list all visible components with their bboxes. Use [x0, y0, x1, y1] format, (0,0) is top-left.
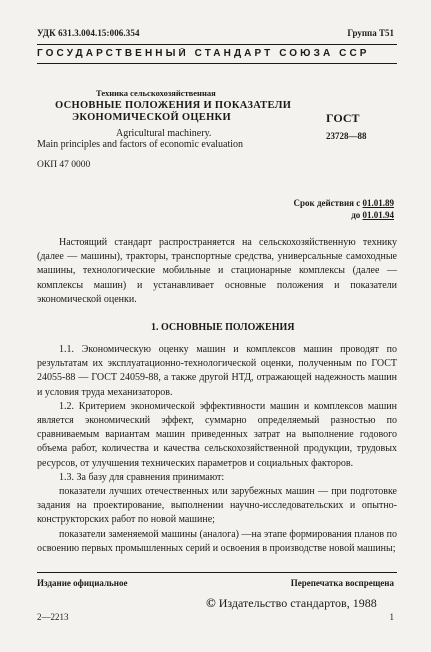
copyright-notice	[206, 595, 377, 611]
copyright-text: Издательство стандартов, 1988	[218, 596, 377, 610]
group-code: Группа Т51	[347, 28, 394, 38]
standard-type-heading: ГОСУДАРСТВЕННЫЙ СТАНДАРТ СОЮЗА ССР	[37, 48, 370, 59]
paragraph-base-analog: показатели заменяемой машины (аналога) —на этапе формирования планов по освоению первых промышленных серий и освоения в производстве новой машины;	[37, 528, 397, 554]
copyright-icon: ©	[206, 595, 216, 610]
gost-number: 23728—88	[326, 131, 367, 141]
section-title: 1. ОСНОВНЫЕ ПОЛОЖЕНИЯ	[151, 322, 295, 333]
udk-code: УДК 631.3.004.15:006.354	[37, 28, 140, 38]
paragraph-1-1: 1.1. Экономическую оценку машин и комплексов машин проводят по результатам их эксплуатационно-технологической оценки, полученным по ГОСТ 24055-88 — ГОСТ 24059-88, а также другой НТД, отражающей надежность машин и условия труда механизаторов.	[37, 344, 397, 398]
english-title-line1: Agricultural machinery.	[116, 128, 212, 139]
page-number: 1	[389, 612, 394, 622]
document-title-line1: ОСНОВНЫЕ ПОЛОЖЕНИЯ И ПОКАЗАТЕЛИ	[55, 100, 292, 111]
organization-subtitle: Техника сельскохозяйственная	[96, 88, 216, 98]
footer-rule	[37, 572, 397, 573]
gost-label: ГОСТ	[326, 111, 360, 125]
validity-end-label: до	[351, 210, 361, 220]
paragraph-1-3: 1.3. За базу для сравнения принимают:	[59, 471, 225, 483]
english-title-line2: Main principles and factors of economic evaluation	[37, 139, 244, 150]
section-body	[37, 343, 397, 556]
okp-code: ОКП 47 0000	[37, 160, 91, 170]
print-code: 2—2213	[37, 612, 69, 622]
top-rule	[37, 44, 397, 45]
paragraph-base-best: показатели лучших отечественных или зарубежных машин — при подготовке задания на проектирование, выполнении научно-исследовательских и опытно-конструкторских работ по новой машине;	[37, 486, 397, 526]
validity-start-label: Срок действия с	[293, 198, 361, 208]
official-edition-label: Издание официальное	[37, 578, 128, 588]
header-rule	[37, 63, 397, 64]
paragraph-1-2: 1.2. Критерием экономической эффективности машин и комплексов машин является экономический эффект, суммарно определяемый разностью по сравниваемым вариантам машин приведенных затрат на выполнение годового объема работ, количества и качества сельскохозяйственной продукции, трудовых ресурсов, от улучшения технических параметров и социальных факторов.	[37, 400, 397, 469]
reprint-prohibited-label: Перепечатка воспрещена	[290, 578, 394, 588]
document-title-line2: ЭКОНОМИЧЕСКОЙ ОЦЕНКИ	[72, 112, 231, 123]
intro-text: Настоящий стандарт распространяется на сельскохозяйственную технику (далее — машины), тракторы, транспортные средства, универсальные самоходные машины, технологические мобильные и стационарные комплексы (далее — комплексы машин) и устанавливает основные положения и показатели экономической оценки.	[37, 237, 397, 305]
validity-start	[294, 198, 395, 208]
validity-start-date: 01.01.89	[362, 198, 394, 208]
intro-paragraph	[37, 236, 397, 307]
validity-end	[351, 210, 394, 220]
validity-end-date: 01.01.94	[362, 210, 394, 220]
